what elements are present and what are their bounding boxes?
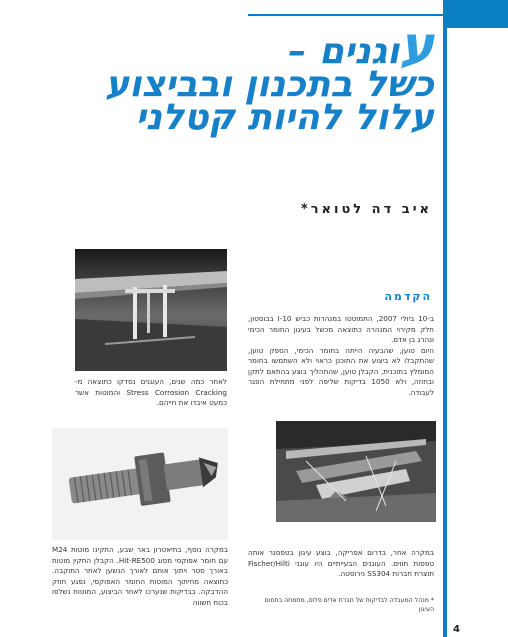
title-line-2: כשל בתכנון ובביצוע (105, 64, 434, 105)
title-line-1: וגנים – (288, 31, 400, 72)
intro-paragraph: היום טוען, שהבעיה הייתה בחומר הכימי, הספק טוען, שהתקבלו לא ביצוע את התוכנן כראוי ולא השתמשו בחומר המומלץ בתוכנית, הקבלן טוען, שהתהליך בוצע בהתאם לתקן ובחוזה, ולא 1050 בדיקות שליפה לפני מתחילת הפגר לעבודה. (248, 345, 435, 397)
collapse-caption: במקרה אחר, בדרום אפריקה, בוצע עיגון בטפסנר אותה טפסות תווים. העוגנים הבעייתיים היו עוגני Fischer/Hilti תוצרת חברות SS304 נירוסטה. (248, 548, 434, 578)
section-heading-intro: הקדמה (384, 290, 432, 303)
page-number: 4 (453, 624, 460, 635)
intro-body (248, 314, 434, 398)
anchor-caption: במקרה נוסף, בתיאטרון באר שבע, התקינו מוטות M24 עם חומר אפוקסי מסוג Hit-RE500. הקבלן התקין מוטות באורך סטר ויתוך אותם לאורך הנשען לאחר התוקבה. כתוצאה מחיתוך המוטות החומר האפוקסי, נפגע חוזק ההדבקה. בבדיקות שנערכו לאחר הביצוע, המוטות נשלפו בכוח חשווה (52, 545, 228, 607)
intro-paragraph: ב-10 ביולי 2007, התמוטטו במנהרות כביש I-10 בבוסטון, חלק מקירוי המנהרה כתוצאה מכשל בעיגון החומר הכימי ונהרג בן אדם. (248, 314, 435, 344)
collapse-photo (276, 421, 436, 522)
side-accent-rule (443, 28, 447, 637)
header-accent-bar (443, 0, 508, 28)
title-first-letter: ע (399, 16, 434, 76)
author-line: איב דה לטואר* (300, 202, 432, 217)
author-footnote: * מנהל המעבדה לבדיקות של חברת אדים פלוס, מתמחה בתחום העיגון (264, 597, 434, 613)
tunnel-photo (75, 249, 227, 371)
anchor-bolt-photo (52, 428, 228, 540)
title-line-3: עלול להיות קטלני (135, 97, 434, 138)
tunnel-caption: לאחר כמה שנים, העוגנים נסדקו כתוצאה מ-Stress Corrosion Cracking והמוטות אשר כמעט איבדו את חייהם. (75, 377, 227, 407)
article-title (94, 16, 434, 138)
